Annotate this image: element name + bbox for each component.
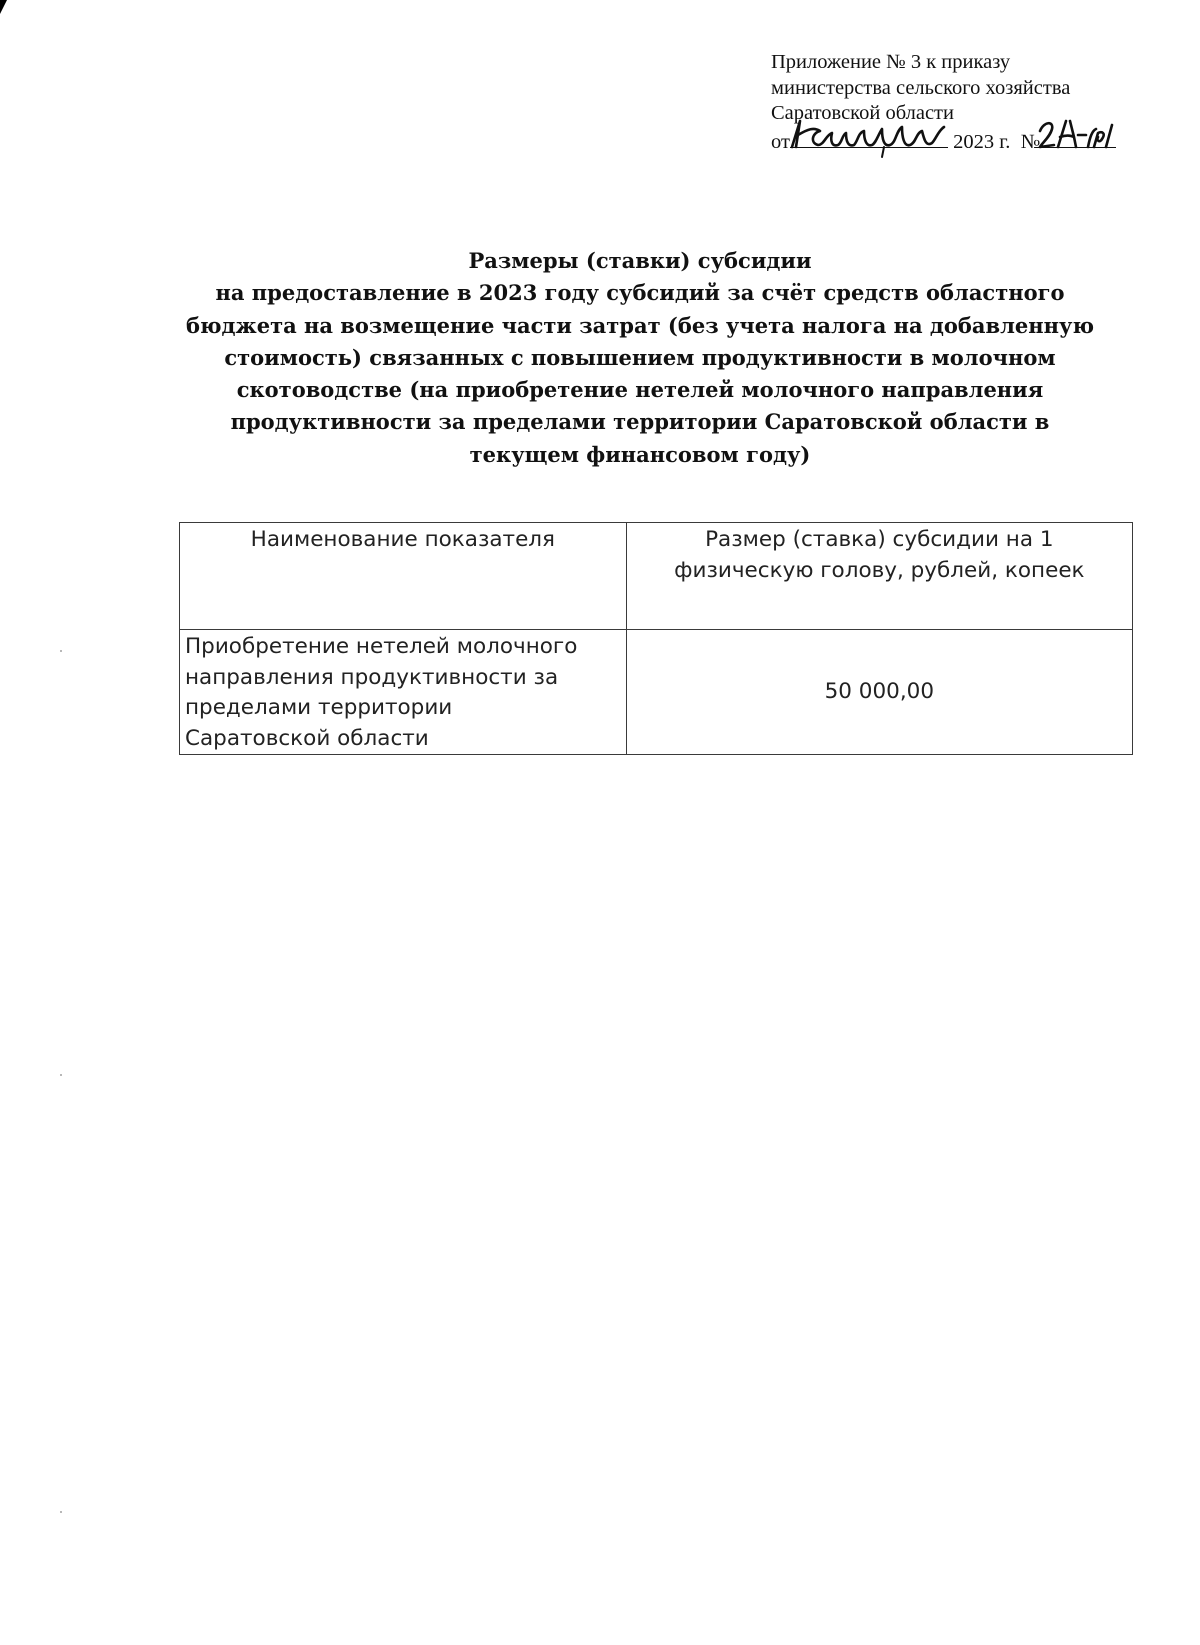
handwritten-date [790,127,948,148]
title-line: продуктивности за пределами территории Саратовской области в [230,409,1050,435]
title-line: текущем финансовом году) [469,441,811,467]
appendix-line-2: министерства сельского хозяйства [771,76,1071,99]
year-text: 2023 г. [953,130,1011,153]
scan-dot [60,650,62,652]
table-row [180,630,1133,755]
indicator-name-line: направления продуктивности за [185,664,559,690]
document-title [140,245,1140,471]
subsidy-rate-table [179,522,1133,755]
appendix-header [771,50,1171,155]
indicator-name-cell [180,630,627,755]
rate-value-cell: 50 000,00 [626,630,1132,755]
scan-dot [60,1511,62,1513]
title-line: бюджета на возмещение части затрат (без учета налога на добавленную [185,312,1094,338]
title-line: на предоставление в 2023 году субсидий за счёт средств областного [215,280,1065,306]
header-indicator-name [180,523,627,630]
header-line: физическую голову, рублей, копеек [674,557,1085,583]
header-line: Наименование показателя [250,527,555,552]
number-prefix: № [1020,130,1041,153]
title-line: Размеры (ставки) субсидии [468,248,812,273]
date-prefix: от [771,130,790,153]
handwritten-number [1040,127,1116,148]
title-line: скотоводстве (на приобретение нетелей молочного направления [236,377,1044,403]
scan-corner-mark [0,0,7,14]
order-date-line [771,127,1171,155]
handwritten-number-scribble [1036,117,1120,151]
appendix-line-1: Приложение № 3 к приказу [771,51,1011,73]
title-line: стоимость) связанных с повышением продуктивности в молочном [224,344,1056,370]
indicator-name-line: пределами территории [185,695,453,720]
scan-dot [60,1074,62,1076]
table-header-row [180,523,1133,630]
indicator-name-line: Саратовской области [185,725,429,751]
header-rate [626,523,1132,630]
handwritten-date-scribble [786,117,954,151]
header-line: Размер (ставка) субсидии на 1 [705,527,1054,552]
appendix-line-3: Саратовской области [771,102,954,124]
indicator-name-line: Приобретение нетелей молочного [185,634,578,659]
